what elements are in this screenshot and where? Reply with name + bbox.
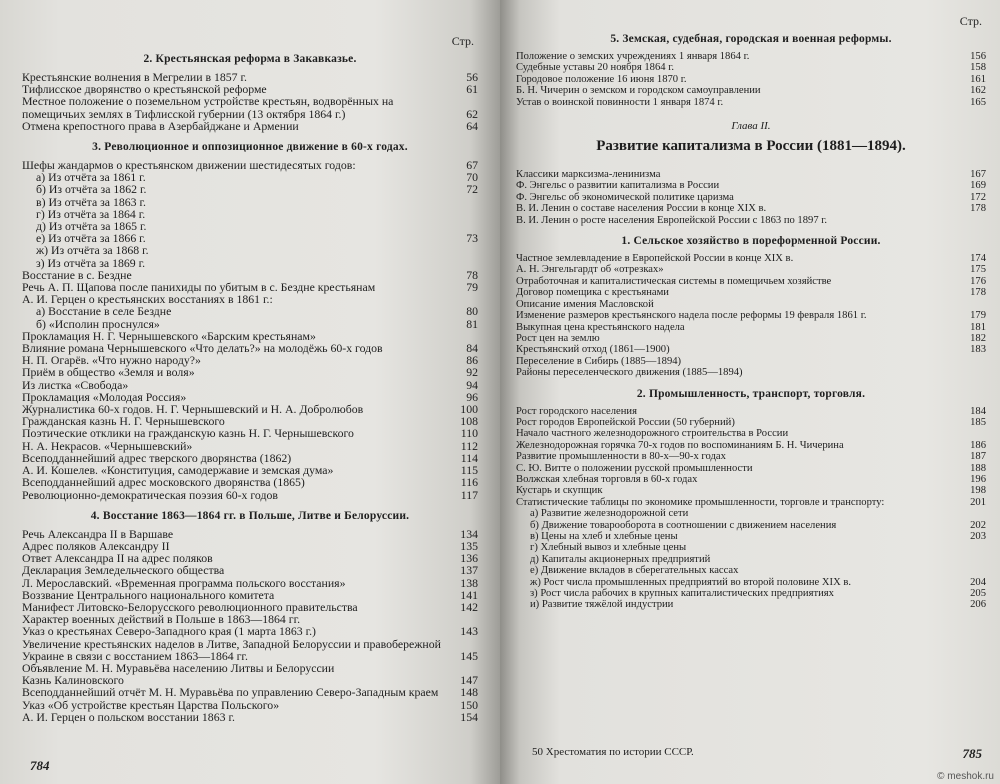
toc-entry <box>516 310 986 321</box>
entry-title: Рост городов Европейской России (50 губерний) <box>516 416 735 428</box>
entry-page: 100 <box>460 402 478 417</box>
chapter-title: Развитие капитализма в России (1881—1894). <box>596 138 906 155</box>
entry-title: ж) Из отчёта за 1868 г. <box>36 243 149 258</box>
entry-page: 73 <box>466 231 478 246</box>
entry-title: Кустарь и скупщик <box>516 485 603 497</box>
toc-entry <box>22 476 478 488</box>
entry-page: 143 <box>460 624 478 639</box>
entry-title: Увеличение крестьянских наделов в Литве, Западной Белоруссии и правобережной Украине в связи с восстанием 1863—1864 гг. <box>22 636 441 663</box>
toc-entry <box>516 287 986 298</box>
entry-title: Влияние романа Чернышевского «Что делать?» на молодёжь 60-х годов <box>22 341 383 356</box>
entry-page: 114 <box>460 450 478 465</box>
entry-title: а) Восстание в селе Бездне <box>36 304 172 319</box>
toc-entry <box>22 427 478 439</box>
toc-entry <box>22 489 478 501</box>
entry-title: Воззвание Центрального национального комитета <box>22 587 275 602</box>
toc-entry <box>516 531 986 542</box>
entry-title: Н. А. Некрасов. «Чернышевский» <box>22 438 193 453</box>
toc-entry <box>22 120 478 132</box>
toc-entry <box>22 257 478 269</box>
toc-entry <box>22 95 478 119</box>
toc-list <box>22 71 478 132</box>
toc-entry <box>516 520 986 531</box>
entry-page: 115 <box>460 463 478 478</box>
section-title: 2. Промышленность, транспорт, торговля. <box>636 387 866 400</box>
toc-entry <box>22 366 478 378</box>
entry-title: А. И. Герцен о крестьянских восстаниях в 1861 г.: <box>22 292 273 307</box>
entry-title: Волжская хлебная торговля в 60-х годах <box>516 473 698 485</box>
section-title: 2. Крестьянская реформа в Закавказье. <box>143 53 357 65</box>
toc-entry <box>516 322 986 333</box>
entry-page: 165 <box>970 96 986 108</box>
entry-page: 108 <box>460 414 478 429</box>
entry-title: Указ о крестьянах Северо-Западного края (1 марта 1863 г.) <box>22 624 316 639</box>
toc-entry <box>516 406 986 417</box>
entry-title: Городовое положение 16 июня 1870 г. <box>516 73 687 85</box>
entry-title: а) Из отчёта за 1861 г. <box>36 170 146 185</box>
entry-page: 145 <box>460 648 478 663</box>
entry-page: 148 <box>460 685 478 700</box>
toc-entry <box>516 97 986 108</box>
entry-page: 176 <box>970 275 986 287</box>
entry-title: б) «Исполин проснулся» <box>36 316 160 331</box>
toc-entry <box>22 625 478 637</box>
toc-list <box>22 159 478 501</box>
entry-title: г) Хлебный вывоз и хлебные цены <box>530 542 687 554</box>
entry-page: 72 <box>466 182 478 197</box>
entry-title: Всеподданнейший адрес тверского дворянства (1862) <box>22 450 292 465</box>
section-title: 1. Сельское хозяйство в пореформенной России. <box>621 235 881 248</box>
entry-title: Статистические таблицы по экономике промышленности, торговле и транспорту: <box>516 496 885 508</box>
entry-title: Гражданская казнь Н. Г. Чернышевского <box>22 414 225 429</box>
toc-list <box>516 406 986 611</box>
toc-entry <box>516 215 986 226</box>
entry-title: Районы переселенческого движения (1885—1894) <box>516 367 743 379</box>
entry-page: 178 <box>970 287 986 299</box>
entry-page: 198 <box>970 485 986 497</box>
toc-entry <box>22 305 478 317</box>
toc-entry <box>22 564 478 576</box>
entry-page: 205 <box>970 588 986 600</box>
entry-page: 202 <box>970 519 986 531</box>
entry-page: 67 <box>466 158 478 173</box>
entry-title: Журналистика 60-х годов. Н. Г. Чернышевский и Н. А. Добролюбов <box>22 402 364 417</box>
toc-entry <box>516 497 986 508</box>
entry-page: 147 <box>460 673 478 688</box>
entry-title: Б. Н. Чичерин о земском и городском самоуправлении <box>516 85 761 97</box>
toc-entry <box>516 180 986 191</box>
toc-entry <box>516 599 986 610</box>
toc-entry <box>22 577 478 589</box>
entry-page: 186 <box>970 439 986 451</box>
entry-page: 158 <box>970 62 986 74</box>
entry-page: 79 <box>466 280 478 295</box>
section-title: 4. Восстание 1863—1864 гг. в Польше, Литве и Белоруссии. <box>90 509 410 522</box>
entry-page: 182 <box>970 332 986 344</box>
entry-title: Революционно-демократическая поэзия 60-х годов <box>22 487 278 502</box>
entry-page: 116 <box>460 475 478 490</box>
entry-title: Манифест Литовско-Белорусского революционного правительства <box>22 599 358 614</box>
toc-entry <box>516 74 986 85</box>
toc-entry <box>516 485 986 496</box>
entry-title: Ф. Энгельс о развитии капитализма в России <box>516 180 720 192</box>
entry-title: Начало частного железнодорожного строительства в России <box>516 428 789 440</box>
toc-entry <box>516 192 986 203</box>
entry-page: 196 <box>970 473 986 485</box>
entry-title: Классики марксизма-ленинизма <box>516 169 661 181</box>
toc-list <box>516 169 986 226</box>
entry-page: 80 <box>466 304 478 319</box>
entry-title: е) Из отчёта за 1866 г. <box>36 231 146 246</box>
entry-page: 137 <box>460 563 478 578</box>
entry-page: 172 <box>970 191 986 203</box>
entry-page: 169 <box>970 180 986 192</box>
entry-page: 142 <box>460 599 478 614</box>
entry-page: 187 <box>970 451 986 463</box>
toc-entry <box>516 264 986 275</box>
entry-title: Л. Мерославский. «Временная программа польского восстания» <box>22 575 346 590</box>
footer-text: 50 Хрестоматия по истории СССР. <box>532 746 694 758</box>
page-footer <box>532 746 982 762</box>
toc-entry <box>22 196 478 208</box>
entry-page: 141 <box>460 587 478 602</box>
entry-page: 112 <box>460 438 478 453</box>
entry-title: Казнь Калиновского <box>22 673 124 688</box>
entry-title: Устав о воинской повинности 1 января 1874 г. <box>516 96 724 108</box>
toc-entry <box>516 62 986 73</box>
toc-entry <box>22 638 478 662</box>
entry-page: 154 <box>460 709 478 724</box>
entry-page: 86 <box>466 353 478 368</box>
entry-title: Шефы жандармов о крестьянском движении шестидесятых годов: <box>22 158 356 173</box>
entry-page: 206 <box>970 599 986 611</box>
entry-title: Речь А. П. Щапова после панихиды по убитым в с. Бездне крестьянам <box>22 280 376 295</box>
entry-page: 203 <box>970 531 986 542</box>
entry-title: б) Из отчёта за 1862 г. <box>36 182 147 197</box>
entry-title: А. И. Кошелев. «Конституция, самодержавие и земская дума» <box>22 463 334 478</box>
toc-entry <box>516 367 986 378</box>
toc-entry <box>516 554 986 565</box>
entry-title: С. Ю. Витте о положении русской промышленности <box>516 462 753 474</box>
chapter-label: Глава II. <box>731 120 771 133</box>
entry-page: 56 <box>466 70 478 84</box>
entry-page: 92 <box>466 365 478 380</box>
entry-page: 183 <box>970 344 986 356</box>
toc-entry <box>22 699 478 711</box>
entry-title: з) Из отчёта за 1869 г. <box>36 255 146 270</box>
entry-page: 181 <box>970 321 986 333</box>
entry-title: Н. П. Огарёв. «Что нужно народу?» <box>22 353 201 368</box>
entry-title: Железнодорожная горячка 70-х годов по воспоминаниям Б. Н. Чичерина <box>516 439 844 451</box>
toc-entry <box>22 244 478 256</box>
entry-title: Указ «Об устройстве крестьян Царства Польского» <box>22 697 280 712</box>
toc-entry <box>22 183 478 195</box>
page-column-header: Стр. <box>959 14 982 28</box>
entry-title: Всеподданнейший отчёт М. Н. Муравьёва по управлению Северо-Западным краем <box>22 685 439 700</box>
section-title: 5. Земская, судебная, городская и военная реформы. <box>610 33 892 45</box>
toc-entry <box>516 542 986 553</box>
right-page <box>500 0 1000 784</box>
toc-entry <box>516 440 986 451</box>
entry-title: Речь Александра II в Варшаве <box>22 526 174 541</box>
entry-title: Прокламация «Молодая Россия» <box>22 389 187 404</box>
entry-title: Поэтические отклики на гражданскую казнь Н. Г. Чернышевского <box>22 426 354 441</box>
entry-page: 64 <box>466 118 478 133</box>
entry-title: з) Рост числа рабочих в крупных капиталистических предприятиях <box>530 588 834 600</box>
toc-entry <box>22 711 478 723</box>
entry-title: Адрес поляков Александру II <box>22 538 170 553</box>
entry-title: Приём в общество «Земля и воля» <box>22 365 195 380</box>
entry-page: 161 <box>970 73 986 85</box>
toc-entry <box>516 169 986 180</box>
toc-entry <box>516 253 986 264</box>
toc-entry <box>516 565 986 576</box>
entry-title: Тифлисское дворянство о крестьянской реформе <box>22 82 267 97</box>
entry-title: В. И. Ленин о составе населения России в конце XIX в. <box>516 203 767 215</box>
entry-title: В. И. Ленин о росте населения Европейской России с 1863 по 1897 г. <box>516 214 828 226</box>
entry-page: 174 <box>970 253 986 265</box>
entry-title: ж) Рост числа промышленных предприятий во второй половине XIX в. <box>530 576 852 588</box>
entry-title: Ответ Александра II на адрес поляков <box>22 551 213 566</box>
entry-title: и) Развитие тяжёлой индустрии <box>530 599 674 611</box>
toc-entry <box>516 85 986 96</box>
entry-title: Всеподданнейший адрес московского дворянства (1865) <box>22 475 305 490</box>
section-title: 3. Революционное и оппозиционное движение в 60-х годах. <box>92 141 408 154</box>
entry-title: Крестьянские волнения в Мегрелии в 1857 г. <box>22 70 247 84</box>
entry-page: 185 <box>970 416 986 428</box>
toc-entry <box>516 51 986 62</box>
entry-title: Изменение размеров крестьянского надела после реформы 19 февраля 1861 г. <box>516 310 867 322</box>
entry-title: Прокламация Н. Г. Чернышевского «Барским крестьянам» <box>22 328 316 343</box>
toc-list <box>22 528 478 723</box>
entry-title: Декларация Земледельческого общества <box>22 563 225 578</box>
entry-page: 117 <box>460 487 478 502</box>
entry-page: 61 <box>466 82 478 97</box>
entry-title: Договор помещика с крестьянами <box>516 287 669 299</box>
toc-list <box>516 51 986 108</box>
entry-title: Отмена крепостного права в Азербайджане и Армении <box>22 118 299 133</box>
entry-title: Местное положение о поземельном устройстве крестьян, водворённых на помещичьих землях в Тифлисской губернии (13 октября 1864 г.) <box>22 94 394 121</box>
toc-entry <box>516 417 986 428</box>
toc-entry <box>516 577 986 588</box>
entry-title: Частное землевладение в Европейской России в конце XIX в. <box>516 253 794 265</box>
toc-entry <box>516 333 986 344</box>
entry-page: 110 <box>460 426 478 441</box>
watermark: © meshok.ru <box>937 771 994 782</box>
entry-title: Описание имения Масловской <box>516 298 654 310</box>
entry-title: А. И. Герцен о польском восстании 1863 г. <box>22 709 235 724</box>
entry-page: 134 <box>460 526 478 541</box>
toc-entry <box>516 474 986 485</box>
entry-page: 78 <box>466 267 478 282</box>
entry-title: Развитие промышленности в 80-х—90-х годах <box>516 451 726 463</box>
entry-page: 179 <box>970 310 986 322</box>
entry-title: г) Из отчёта за 1864 г. <box>36 206 146 221</box>
toc-entry <box>516 344 986 355</box>
toc-entry <box>516 451 986 462</box>
entry-title: б) Движение товарооборота в соотношении с движением населения <box>530 519 837 531</box>
entry-title: е) Движение вкладов в сберегательных кассах <box>530 565 739 577</box>
toc-list <box>516 253 986 378</box>
entry-title: А. Н. Энгельгардт об «отрезках» <box>516 264 664 276</box>
page-number: 785 <box>962 746 982 761</box>
entry-page: 70 <box>466 170 478 185</box>
toc-entry <box>516 276 986 287</box>
toc-entry <box>516 508 986 519</box>
toc-entry <box>516 203 986 214</box>
entry-title: в) Из отчёта за 1863 г. <box>36 194 146 209</box>
entry-title: Выкупная цена крестьянского надела <box>516 321 685 333</box>
toc-entry <box>516 356 986 367</box>
entry-title: Отработочная и капиталистическая системы в помещичьем хозяйстве <box>516 275 832 287</box>
entry-page: 162 <box>970 85 986 97</box>
toc-entry <box>516 588 986 599</box>
entry-title: Судебные уставы 20 ноября 1864 г. <box>516 62 674 74</box>
entry-page: 201 <box>970 496 986 508</box>
entry-page: 184 <box>970 405 986 417</box>
entry-page: 84 <box>466 341 478 356</box>
page-column-header: Стр. <box>451 34 474 48</box>
entry-page: 81 <box>466 316 478 331</box>
entry-title: Переселение в Сибирь (1885—1894) <box>516 355 682 367</box>
entry-title: Из листка «Свобода» <box>22 377 129 392</box>
entry-page: 62 <box>466 106 478 121</box>
entry-page: 150 <box>460 697 478 712</box>
entry-title: Ф. Энгельс об экономической политике царизма <box>516 191 734 203</box>
entry-page: 94 <box>466 377 478 392</box>
entry-page: 136 <box>460 551 478 566</box>
entry-page: 156 <box>970 51 986 62</box>
entry-title: Рост городского населения <box>516 405 637 417</box>
entry-page: 204 <box>970 576 986 588</box>
toc-entry <box>516 299 986 310</box>
entry-page: 178 <box>970 203 986 215</box>
entry-title: Характер военных действий в Польше в 1863—1864 гг. <box>22 612 301 627</box>
toc-entry <box>22 686 478 698</box>
entry-title: Крестьянский отход (1861—1900) <box>516 344 670 356</box>
entry-title: а) Развитие железнодорожной сети <box>530 508 689 520</box>
entry-title: в) Цены на хлеб и хлебные цены <box>530 531 678 542</box>
entry-page: 135 <box>460 538 478 553</box>
entry-page: 138 <box>460 575 478 590</box>
entry-page: 167 <box>970 169 986 181</box>
entry-title: Объявление М. Н. Муравьёва населению Литвы и Белоруссии <box>22 660 335 675</box>
toc-entry <box>516 428 986 439</box>
entry-page: 96 <box>466 389 478 404</box>
page-number: 784 <box>30 758 50 773</box>
entry-title: д) Капиталы акционерных предприятий <box>530 553 711 565</box>
toc-entry <box>516 463 986 474</box>
entry-page: 188 <box>970 462 986 474</box>
entry-title: Рост цен на землю <box>516 332 600 344</box>
entry-title: д) Из отчёта за 1865 г. <box>36 219 147 234</box>
entry-page: 175 <box>970 264 986 276</box>
entry-title: Восстание в с. Бездне <box>22 267 132 282</box>
entry-title: Положение о земских учреждениях 1 января 1864 г. <box>516 51 750 62</box>
